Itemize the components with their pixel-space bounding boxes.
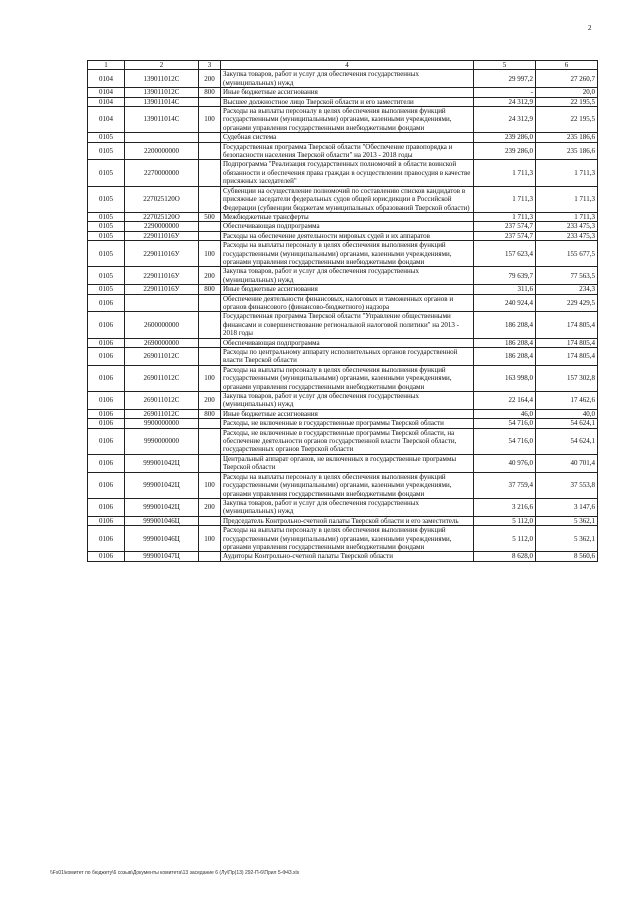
table-row xyxy=(88,88,598,97)
expense-type-cell xyxy=(199,97,221,106)
expense-type-cell xyxy=(199,133,221,142)
target-article-cell: 2690000000 xyxy=(125,338,199,347)
executed-amount-cell: 40,0 xyxy=(536,409,598,418)
column-header: 4 xyxy=(221,61,474,70)
planned-amount-cell: 22 164,4 xyxy=(474,392,536,410)
description-cell: Расходы по центральному аппарату исполнительных органов государственной власти Тверской области xyxy=(221,348,474,366)
section-code-cell: 0105 xyxy=(88,222,125,231)
table-row xyxy=(88,231,598,240)
planned-amount-cell: 311,6 xyxy=(474,285,536,294)
section-code-cell: 0106 xyxy=(88,348,125,366)
table-row xyxy=(88,454,598,472)
table-row xyxy=(88,472,598,498)
section-code-cell: 0106 xyxy=(88,312,125,338)
description-cell: Обеспечивающая подпрограмма xyxy=(221,338,474,347)
target-article-cell: 269011012С xyxy=(125,409,199,418)
planned-amount-cell: 239 286,0 xyxy=(474,142,536,160)
planned-amount-cell: 46,0 xyxy=(474,409,536,418)
planned-amount-cell: 163 998,0 xyxy=(474,365,536,391)
planned-amount-cell: 37 759,4 xyxy=(474,472,536,498)
expense-type-cell xyxy=(199,428,221,454)
section-code-cell: 0105 xyxy=(88,160,125,186)
executed-amount-cell: 54 624,1 xyxy=(536,419,598,428)
expense-type-cell: 100 xyxy=(199,472,221,498)
target-article-cell: 269011012С xyxy=(125,348,199,366)
table-row xyxy=(88,428,598,454)
target-article-cell: 999001042Ц xyxy=(125,472,199,498)
executed-amount-cell: 17 462,6 xyxy=(536,392,598,410)
section-code-cell: 0105 xyxy=(88,267,125,285)
target-article-cell: 227025120О xyxy=(125,186,199,212)
column-header: 2 xyxy=(125,61,199,70)
section-code-cell: 0105 xyxy=(88,142,125,160)
executed-amount-cell: 20,0 xyxy=(536,88,598,97)
planned-amount-cell: 54 716,0 xyxy=(474,428,536,454)
section-code-cell: 0104 xyxy=(88,97,125,106)
planned-amount-cell: 29 997,2 xyxy=(474,70,536,88)
planned-amount-cell: 186 208,4 xyxy=(474,312,536,338)
executed-amount-cell: 37 553,8 xyxy=(536,472,598,498)
expense-type-cell xyxy=(199,160,221,186)
section-code-cell: 0106 xyxy=(88,419,125,428)
description-cell: Расходы на обеспечение деятельности мировых судей и их аппаратов xyxy=(221,231,474,240)
expense-type-cell xyxy=(199,338,221,347)
description-cell: Расходы, не включенные в государственные программы Тверской области, на обеспечение деятельности органов государственной власти Тверской области, государственных органов Тверской области xyxy=(221,428,474,454)
executed-amount-cell: 1 711,3 xyxy=(536,186,598,212)
target-article-cell: 139011012С xyxy=(125,70,199,88)
table-row xyxy=(88,365,598,391)
section-code-cell: 0106 xyxy=(88,294,125,312)
planned-amount-cell: 237 574,7 xyxy=(474,231,536,240)
target-article-cell xyxy=(125,133,199,142)
description-cell: Расходы на выплаты персоналу в целях обеспечения выполнения функций государственными (муниципальными) органами, казенными учреждениями, органами управления государственными внебюджетными фондами xyxy=(221,365,474,391)
section-code-cell: 0106 xyxy=(88,472,125,498)
planned-amount-cell: 24 312,9 xyxy=(474,97,536,106)
expense-type-cell: 800 xyxy=(199,285,221,294)
executed-amount-cell: 229 429,5 xyxy=(536,294,598,312)
target-article-cell: 2200000000 xyxy=(125,142,199,160)
executed-amount-cell: 3 147,6 xyxy=(536,498,598,516)
target-article-cell: 9900000000 xyxy=(125,419,199,428)
planned-amount-cell: 157 623,4 xyxy=(474,241,536,267)
section-code-cell: 0104 xyxy=(88,70,125,88)
section-code-cell: 0106 xyxy=(88,526,125,552)
section-code-cell: 0106 xyxy=(88,428,125,454)
executed-amount-cell: 174 805,4 xyxy=(536,338,598,347)
budget-table xyxy=(87,60,598,562)
description-cell: Государственная программа Тверской области "Управление общественными финансами и совершенствование региональной налоговой политики" на 2013 - 2018 годы xyxy=(221,312,474,338)
description-cell: Обеспечение деятельности финансовых, налоговых и таможенных органов и органов финансового (финансово-бюджетного) надзора xyxy=(221,294,474,312)
description-cell: Центральный аппарат органов, не включенных в государственные программы Тверской области xyxy=(221,454,474,472)
description-cell: Иные бюджетные ассигнования xyxy=(221,285,474,294)
target-article-cell: 999001042Ц xyxy=(125,498,199,516)
column-header: 3 xyxy=(199,61,221,70)
expense-type-cell: 800 xyxy=(199,88,221,97)
section-code-cell: 0106 xyxy=(88,516,125,525)
description-cell: Межбюджетные трансферты xyxy=(221,212,474,221)
expense-type-cell xyxy=(199,142,221,160)
section-code-cell: 0104 xyxy=(88,88,125,97)
target-article-cell: 227025120О xyxy=(125,212,199,221)
expense-type-cell xyxy=(199,516,221,525)
description-cell: Закупка товаров, работ и услуг для обеспечения государственных (муниципальных) нужд xyxy=(221,70,474,88)
table-header-row xyxy=(88,61,598,70)
expense-type-cell xyxy=(199,552,221,561)
executed-amount-cell: 235 186,6 xyxy=(536,142,598,160)
description-cell: Государственная программа Тверской области "Обеспечение правопорядка и безопасности населения Тверской области" на 2013 - 2018 годы xyxy=(221,142,474,160)
table-row xyxy=(88,133,598,142)
executed-amount-cell: 157 302,8 xyxy=(536,365,598,391)
planned-amount-cell: 239 286,0 xyxy=(474,133,536,142)
section-code-cell: 0105 xyxy=(88,212,125,221)
executed-amount-cell: 174 805,4 xyxy=(536,312,598,338)
executed-amount-cell: 1 711,3 xyxy=(536,160,598,186)
section-code-cell: 0105 xyxy=(88,133,125,142)
table-row xyxy=(88,552,598,561)
target-article-cell: 269011012С xyxy=(125,365,199,391)
table-row xyxy=(88,392,598,410)
target-article-cell: 999001046Ц xyxy=(125,526,199,552)
executed-amount-cell: 234,3 xyxy=(536,285,598,294)
executed-amount-cell: 174 805,4 xyxy=(536,348,598,366)
table-row xyxy=(88,97,598,106)
executed-amount-cell: 5 362,1 xyxy=(536,516,598,525)
footer-file-path: \\Fs01\комитет по бюджету\6 созыв\Документы комитета\13 заседание 6 (Лу\Пр(13) 292-П-6\Прил 5-Ф43.xls xyxy=(50,870,300,876)
target-article-cell: 2290000000 xyxy=(125,222,199,231)
description-cell: Субвенции на осуществление полномочий по составлению списков кандидатов в присяжные заседатели федеральных судов общей юрисдикции в Российской Федерации (субвенции бюджетам муниципальных образований Тверской области) xyxy=(221,186,474,212)
expense-type-cell: 100 xyxy=(199,526,221,552)
description-cell: Иные бюджетные ассигнования xyxy=(221,88,474,97)
executed-amount-cell: 54 624,1 xyxy=(536,428,598,454)
section-code-cell: 0106 xyxy=(88,392,125,410)
expense-type-cell: 500 xyxy=(199,212,221,221)
page-number: 2 xyxy=(588,24,592,32)
executed-amount-cell: 155 677,5 xyxy=(536,241,598,267)
table-row xyxy=(88,142,598,160)
table-row xyxy=(88,419,598,428)
expense-type-cell xyxy=(199,186,221,212)
table-row xyxy=(88,70,598,88)
table-row xyxy=(88,241,598,267)
description-cell: Подпрограмма "Реализация государственных полномочий в области воинской обязанности и обеспечения права граждан в осуществлении правосудия в качестве присяжных заседателей" xyxy=(221,160,474,186)
target-article-cell: 229011016У xyxy=(125,231,199,240)
description-cell: Закупка товаров, работ и услуг для обеспечения государственных (муниципальных) нужд xyxy=(221,392,474,410)
column-header: 6 xyxy=(536,61,598,70)
section-code-cell: 0104 xyxy=(88,107,125,133)
expense-type-cell: 100 xyxy=(199,241,221,267)
planned-amount-cell: 5 112,0 xyxy=(474,526,536,552)
section-code-cell: 0105 xyxy=(88,231,125,240)
description-cell: Председатель Контрольно-счетной палаты Тверской области и его заместитель xyxy=(221,516,474,525)
expense-type-cell: 100 xyxy=(199,107,221,133)
planned-amount-cell: 1 711,3 xyxy=(474,212,536,221)
executed-amount-cell: 235 186,6 xyxy=(536,133,598,142)
target-article-cell: 229011016У xyxy=(125,285,199,294)
target-article-cell: 139011012С xyxy=(125,88,199,97)
target-article-cell: 229011016У xyxy=(125,241,199,267)
section-code-cell: 0106 xyxy=(88,409,125,418)
expense-type-cell: 800 xyxy=(199,409,221,418)
table-row xyxy=(88,267,598,285)
table-row xyxy=(88,338,598,347)
planned-amount-cell: 5 112,0 xyxy=(474,516,536,525)
section-code-cell: 0106 xyxy=(88,552,125,561)
planned-amount-cell: 1 711,3 xyxy=(474,186,536,212)
executed-amount-cell: 8 560,6 xyxy=(536,552,598,561)
planned-amount-cell: 237 574,7 xyxy=(474,222,536,231)
planned-amount-cell: 40 976,0 xyxy=(474,454,536,472)
expense-type-cell: 100 xyxy=(199,365,221,391)
executed-amount-cell: 233 475,3 xyxy=(536,231,598,240)
planned-amount-cell: 3 216,6 xyxy=(474,498,536,516)
section-code-cell: 0105 xyxy=(88,241,125,267)
planned-amount-cell: 79 639,7 xyxy=(474,267,536,285)
executed-amount-cell: 233 475,3 xyxy=(536,222,598,231)
table-row xyxy=(88,409,598,418)
section-code-cell: 0105 xyxy=(88,285,125,294)
column-header: 5 xyxy=(474,61,536,70)
expense-type-cell xyxy=(199,222,221,231)
expense-type-cell: 200 xyxy=(199,70,221,88)
table-row xyxy=(88,526,598,552)
description-cell: Аудиторы Контрольно-счетной палаты Тверской области xyxy=(221,552,474,561)
executed-amount-cell: 5 362,1 xyxy=(536,526,598,552)
target-article-cell: 999001042Ц xyxy=(125,454,199,472)
target-article-cell: 139011014С xyxy=(125,97,199,106)
table-row xyxy=(88,498,598,516)
expense-type-cell xyxy=(199,312,221,338)
executed-amount-cell: 22 195,5 xyxy=(536,107,598,133)
expense-type-cell xyxy=(199,231,221,240)
expense-type-cell: 200 xyxy=(199,267,221,285)
description-cell: Обеспечивающая подпрограмма xyxy=(221,222,474,231)
description-cell: Закупка товаров, работ и услуг для обеспечения государственных (муниципальных) нужд xyxy=(221,267,474,285)
planned-amount-cell: 1 711,3 xyxy=(474,160,536,186)
table-row xyxy=(88,516,598,525)
expense-type-cell: 200 xyxy=(199,392,221,410)
description-cell: Расходы, не включенные в государственные программы Тверской области xyxy=(221,419,474,428)
planned-amount-cell: 186 208,4 xyxy=(474,338,536,347)
expense-type-cell xyxy=(199,454,221,472)
table-row xyxy=(88,160,598,186)
target-article-cell: 2600000000 xyxy=(125,312,199,338)
table-row xyxy=(88,312,598,338)
expense-type-cell xyxy=(199,419,221,428)
planned-amount-cell: 240 924,4 xyxy=(474,294,536,312)
target-article-cell: 2270000000 xyxy=(125,160,199,186)
description-cell: Расходы на выплаты персоналу в целях обеспечения выполнения функций государственными (муниципальными) органами, казенными учреждениями, органами управления государственными внебюджетными фондами xyxy=(221,241,474,267)
table-row xyxy=(88,222,598,231)
executed-amount-cell: 40 701,4 xyxy=(536,454,598,472)
planned-amount-cell: 24 312,9 xyxy=(474,107,536,133)
section-code-cell: 0105 xyxy=(88,186,125,212)
expense-type-cell xyxy=(199,348,221,366)
expense-type-cell: 200 xyxy=(199,498,221,516)
section-code-cell: 0106 xyxy=(88,454,125,472)
table-row xyxy=(88,107,598,133)
target-article-cell: 9990000000 xyxy=(125,428,199,454)
description-cell: Расходы на выплаты персоналу в целях обеспечения выполнения функций государственными (муниципальными) органами, казенными учреждениями, органами управления государственными внебюджетными фондами xyxy=(221,472,474,498)
description-cell: Судебная система xyxy=(221,133,474,142)
table-row xyxy=(88,294,598,312)
target-article-cell: 999001046Ц xyxy=(125,516,199,525)
planned-amount-cell: 54 716,0 xyxy=(474,419,536,428)
description-cell: Закупка товаров, работ и услуг для обеспечения государственных (муниципальных) нужд xyxy=(221,498,474,516)
description-cell: Расходы на выплаты персоналу в целях обеспечения выполнения функций государственными (муниципальными) органами, казенными учреждениями, органами управления государственными внебюджетными фондами xyxy=(221,107,474,133)
table-row xyxy=(88,212,598,221)
expense-type-cell xyxy=(199,294,221,312)
table-row xyxy=(88,186,598,212)
planned-amount-cell: 8 628,0 xyxy=(474,552,536,561)
description-cell: Иные бюджетные ассигнования xyxy=(221,409,474,418)
planned-amount-cell: - xyxy=(474,88,536,97)
executed-amount-cell: 22 195,5 xyxy=(536,97,598,106)
section-code-cell: 0106 xyxy=(88,498,125,516)
description-cell: Расходы на выплаты персоналу в целях обеспечения выполнения функций государственными (муниципальными) органами, казенными учреждениями, органами управления государственными внебюджетными фондами xyxy=(221,526,474,552)
executed-amount-cell: 77 563,5 xyxy=(536,267,598,285)
target-article-cell: 229011016У xyxy=(125,267,199,285)
section-code-cell: 0106 xyxy=(88,338,125,347)
section-code-cell: 0106 xyxy=(88,365,125,391)
target-article-cell: 139011014С xyxy=(125,107,199,133)
table-row xyxy=(88,285,598,294)
executed-amount-cell: 1 711,3 xyxy=(536,212,598,221)
planned-amount-cell: 186 208,4 xyxy=(474,348,536,366)
description-cell: Высшее должностное лицо Тверской области и его заместители xyxy=(221,97,474,106)
table-row xyxy=(88,348,598,366)
target-article-cell: 999001047Ц xyxy=(125,552,199,561)
column-header: 1 xyxy=(88,61,125,70)
target-article-cell xyxy=(125,294,199,312)
executed-amount-cell: 27 260,7 xyxy=(536,70,598,88)
target-article-cell: 269011012С xyxy=(125,392,199,410)
